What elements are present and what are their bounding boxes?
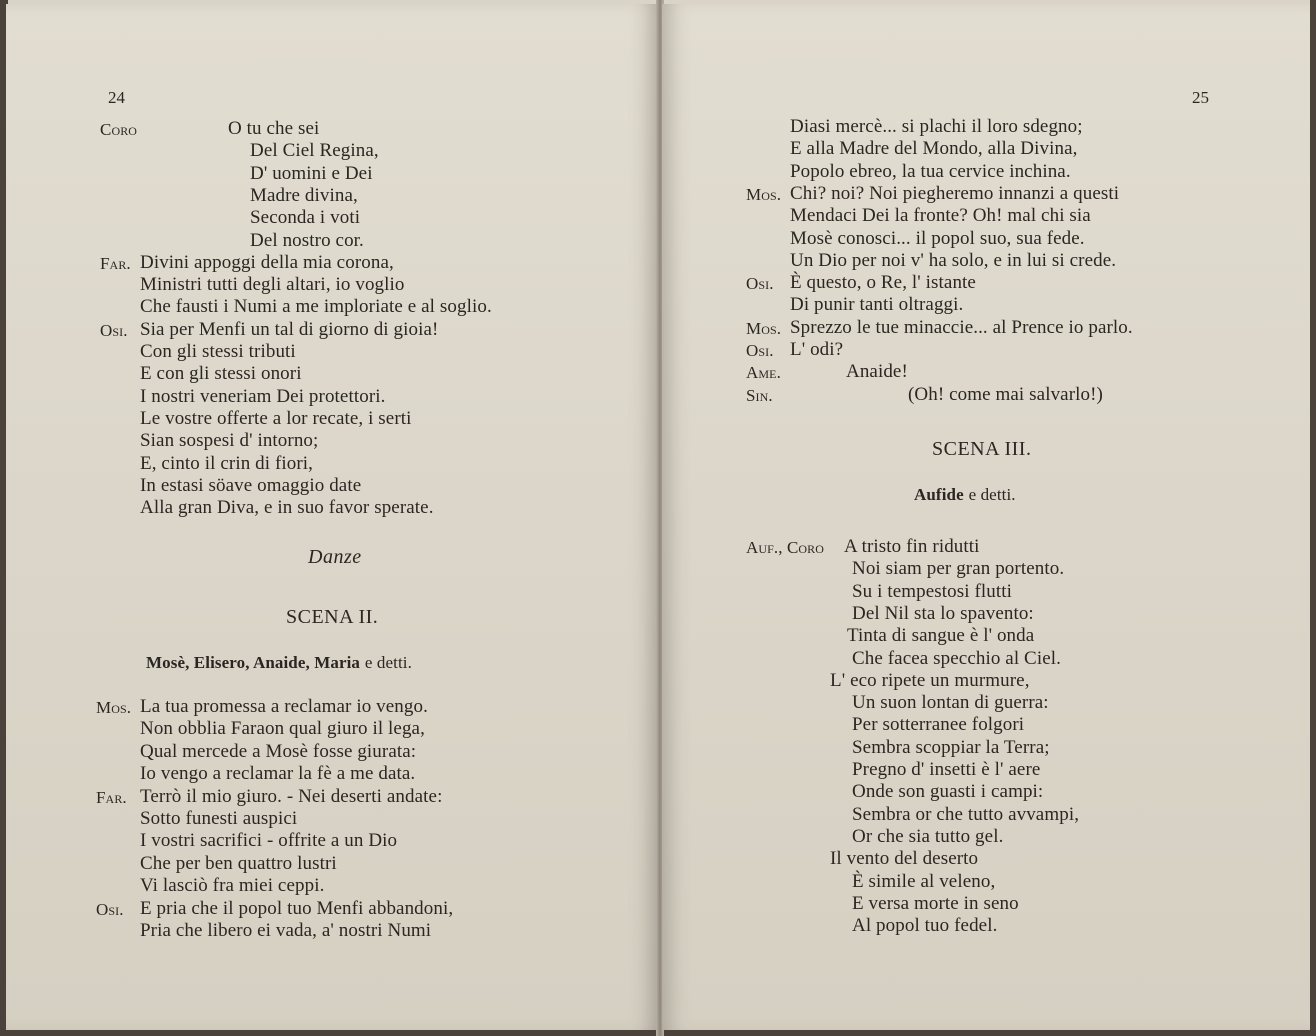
verse-line: Madre divina,: [250, 184, 358, 206]
verse-line: A tristo fin ridutti: [844, 536, 980, 557]
verse-line: Un Dio per noi v' ha solo, e in lui si crede.: [790, 249, 1117, 271]
verse-line: Non obblia Faraon qual giuro il lega,: [140, 718, 425, 740]
speaker-name: Far.: [96, 787, 127, 807]
scene-suffix: e detti.: [968, 485, 1016, 504]
verse-line: Noi siam per gran portento.: [852, 558, 1065, 580]
verse-line: Qual mercede a Mosè fosse giurata:: [140, 740, 417, 762]
verse-line: E con gli stessi onori: [140, 363, 302, 385]
verse-line: D' uomini e Dei: [250, 162, 373, 184]
verse-line: Pria che libero ei vada, a' nostri Numi: [140, 920, 432, 941]
verse-line: Che fausti i Numi a me imploriate e al soglio.: [140, 296, 492, 318]
verse-line: Le vostre offerte a lor recate, i serti: [140, 407, 412, 429]
verse-line: Sembra scoppiar la Terra;: [852, 736, 1050, 758]
speaker-name: Osi.: [746, 274, 774, 294]
speaker-name: Osi.: [100, 320, 128, 340]
verse-line: E versa morte in seno: [852, 892, 1019, 914]
verse-line: Chi? noi? Noi piegheremo innanzi a questi: [790, 182, 1120, 204]
verse-line: I nostri veneriam Dei protettori.: [140, 385, 386, 407]
verse-line: È simile al veleno,: [852, 870, 996, 892]
verse-line: Divini appoggi della mia corona,: [140, 251, 394, 273]
verse-line: Vi lasciò fra miei ceppi.: [140, 875, 325, 897]
verse-line: Un suon lontan di guerra:: [852, 692, 1049, 714]
speaker-name: Osi.: [96, 899, 124, 919]
verse-line: Per sotterranee folgori: [852, 714, 1025, 736]
verse-line: Terrò il mio giuro. - Nei deserti andate:: [140, 785, 443, 807]
verse-line: E alla Madre del Mondo, alla Divina,: [790, 138, 1078, 160]
verse-line: È questo, o Re, l' istante: [790, 272, 976, 294]
scene-title: SCENA II.: [286, 606, 379, 628]
verse-line: I vostri sacrifici - offrite a un Dio: [140, 830, 398, 852]
scene-title: SCENA III.: [932, 438, 1032, 460]
speaker-name: Mos.: [746, 184, 782, 204]
verse-line: La tua promessa a reclamar io vengo.: [140, 696, 428, 717]
speaker-name: Auf., Coro: [746, 538, 825, 557]
scene-suffix: e detti.: [364, 653, 412, 672]
scene-characters: Aufide: [914, 485, 964, 504]
verse-line: Seconda i voti: [250, 207, 361, 229]
book-edge-right: [1310, 0, 1316, 1036]
verse-line: Io vengo a reclamar la fè a me data.: [140, 763, 416, 785]
scene-characters: Mosè, Elisero, Anaide, Maria: [146, 653, 361, 672]
speaker-name: Coro: [100, 120, 138, 139]
verse-line: Onde son guasti i campi:: [852, 781, 1044, 803]
verse-line: Popolo ebreo, la tua cervice inchina.: [790, 160, 1071, 182]
verse-line: Sotto funesti auspici: [140, 808, 298, 829]
verse-line: Or che sia tutto gel.: [852, 825, 1004, 847]
verse-line: Sian sospesi d' intorno;: [140, 430, 319, 452]
verse-line: Al popol tuo fedel.: [852, 915, 998, 937]
verse-line: Del nostro cor.: [250, 229, 364, 251]
verse-line: In estasi söave omaggio date: [140, 474, 362, 496]
verse-line: Sia per Menfi un tal di giorno di gioia!: [140, 318, 439, 340]
verse-line: Mosè conosci... il popol suo, sua fede.: [790, 227, 1085, 249]
verse-line: Anaide!: [846, 361, 908, 383]
verse-line: Che per ben quattro lustri: [140, 852, 337, 874]
verse-line: L' eco ripete un murmure,: [830, 669, 1030, 691]
verse-line: E, cinto il crin di fiori,: [140, 452, 314, 474]
page-number: 24: [108, 88, 125, 107]
scene-cast: [914, 484, 1016, 506]
verse-line: (Oh! come mai salvarlo!): [908, 383, 1103, 405]
left-page: [6, 4, 658, 1030]
speaker-name: Osi.: [746, 341, 774, 360]
verse-line: Pregno d' insetti è l' aere: [852, 759, 1041, 780]
speaker-name: Sin.: [746, 385, 773, 405]
verse-line: Tinta di sangue è l' onda: [847, 625, 1035, 647]
verse-line: Sembra or che tutto avvampi,: [852, 803, 1080, 825]
verse-line: Su i tempestosi flutti: [852, 580, 1013, 602]
speaker-name: Mos.: [746, 318, 782, 338]
verse-line: Diasi mercè... si plachi il loro sdegno;: [790, 116, 1083, 137]
verse-line: E pria che il popol tuo Menfi abbandoni,: [140, 897, 454, 919]
verse-line: Che facea specchio al Ciel.: [852, 647, 1061, 669]
verse-line: L' odi?: [790, 339, 844, 360]
stage-direction: Danze: [308, 546, 362, 568]
verse-line: Alla gran Diva, e in suo favor sperate.: [140, 497, 434, 519]
verse-line: Mendaci Dei la fronte? Oh! mal chi sia: [790, 205, 1091, 227]
verse-line: Il vento del deserto: [830, 848, 979, 870]
verse-line: Del Ciel Regina,: [250, 140, 379, 162]
page-number: 25: [1192, 88, 1209, 107]
right-page: [662, 4, 1310, 1030]
verse-line: Del Nil sta lo spavento:: [852, 602, 1034, 624]
speaker-name: Far.: [100, 253, 131, 273]
speaker-name: Mos.: [96, 698, 132, 717]
verse-line: Di punir tanti oltraggi.: [790, 294, 964, 316]
verse-line: O tu che sei: [228, 118, 320, 139]
verse-line: Ministri tutti degli altari, io voglio: [140, 274, 405, 296]
verse-line: Con gli stessi tributi: [140, 341, 296, 362]
verse-line: Sprezzo le tue minaccie... al Prence io parlo.: [790, 316, 1133, 338]
speaker-name: Ame.: [746, 363, 781, 383]
scene-cast: [146, 652, 412, 674]
